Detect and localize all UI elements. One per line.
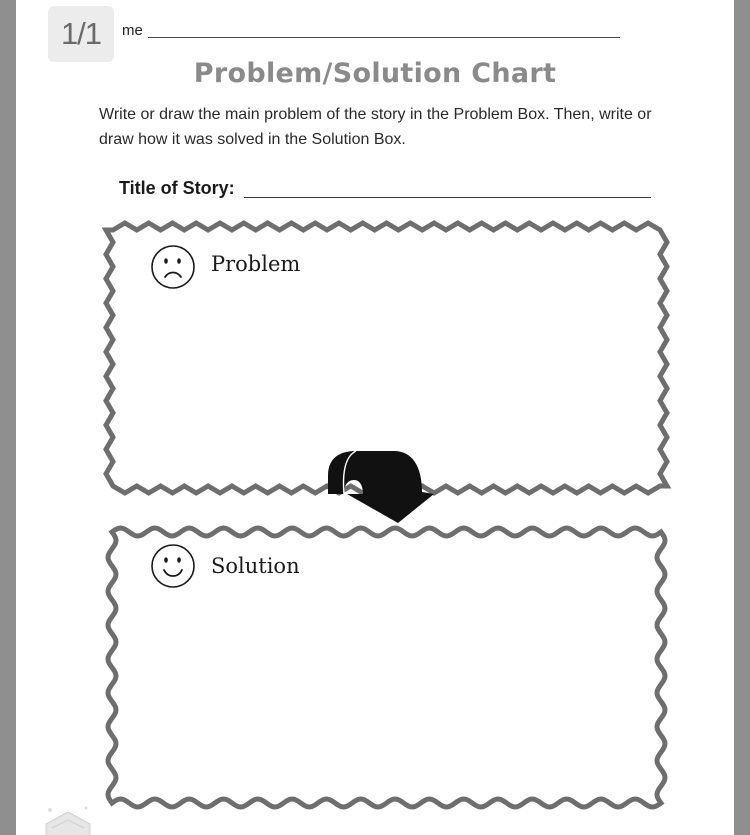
envelope-icon [38, 804, 98, 835]
sad-face-icon [150, 244, 196, 290]
name-label: me [122, 22, 143, 39]
smiley-face-icon [150, 543, 196, 589]
page-counter: 1/1 [48, 6, 114, 62]
instructions-text: Write or draw the main problem of the story in the Problem Box. Then, write or draw how it was solved in the Solution Box. [99, 106, 652, 148]
solution-label: Solution [211, 554, 300, 578]
worksheet-title: Problem/Solution Chart [193, 58, 557, 89]
problem-label: Problem [211, 252, 301, 276]
story-title-label: Title of Story: [119, 178, 235, 198]
